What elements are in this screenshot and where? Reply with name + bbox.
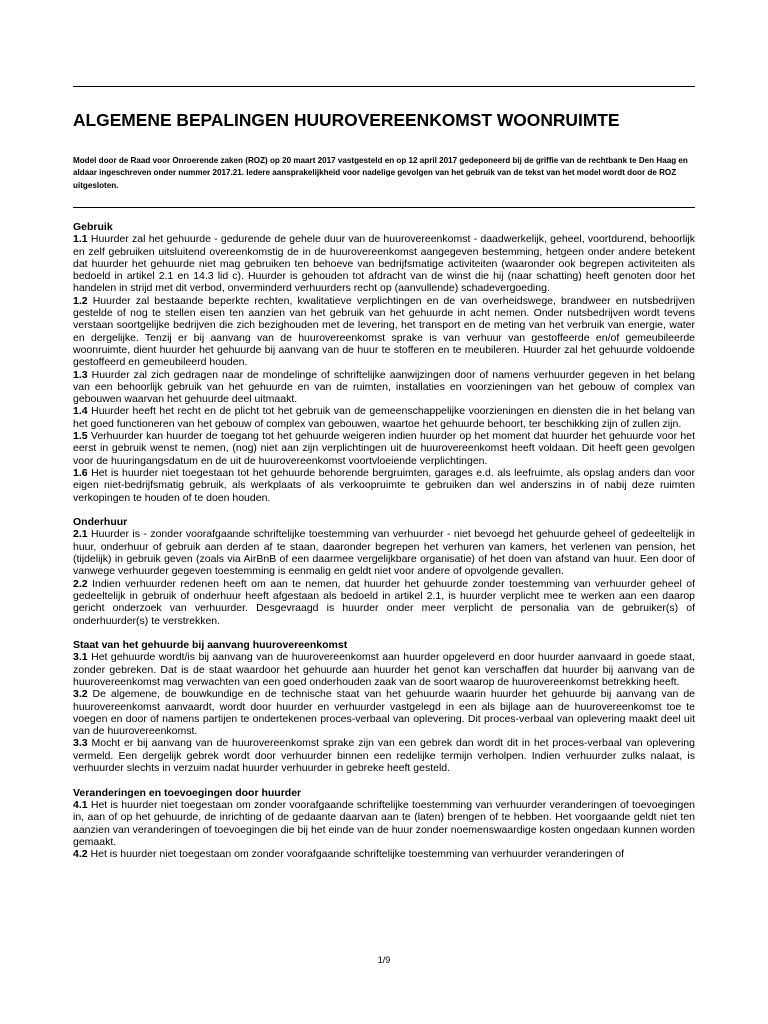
section-veranderingen bbox=[73, 787, 695, 861]
article-number: 4.1 bbox=[73, 798, 88, 811]
section-staat bbox=[73, 639, 695, 774]
article-1-3 bbox=[73, 369, 695, 406]
article-text: De algemene, de bouwkundige en de technische staat van het gehuurde waarin huurder het gehuurde bij aanvang van de huurovereenkomst aanvaardt, wordt door huurder en verhuurder vastgelegd in een als bijlage aan de huurovereenkomst toe te voegen en door of namens partijen te ondertekenen proces-verbaal van oplevering. Dit proces-verbaal van oplevering maakt deel uit van de huurovereenkomst. bbox=[73, 688, 695, 738]
top-divider bbox=[73, 86, 695, 87]
article-number: 1.6 bbox=[73, 466, 88, 479]
article-number: 1.4 bbox=[73, 405, 88, 418]
article-number: 2.1 bbox=[73, 528, 88, 541]
section-heading: Veranderingen en toevoegingen door huurder bbox=[73, 786, 302, 799]
article-1-4 bbox=[73, 405, 695, 430]
article-1-6 bbox=[73, 467, 695, 504]
article-number: 2.2 bbox=[73, 577, 88, 590]
article-text: Huurder zal bestaande beperkte rechten, kwalitatieve verplichtingen en de van overheidswege, brandweer en nutsbedrijven gestelde of nog te stellen eisen ten aanzien van het gebruik van het gehuurde in acht nemen. Onder nutsbedrijven wordt tevens verstaan soortgelijke bedrijven die zich bezighouden met de levering, het transport en de meting van het verbruik van energie, water en dergelijke. Tenzij er bij aanvang van de huurovereenkomst sprake is van verhuur van gestoffeerde en/of gemeubileerde woonruimte, dient huurder het gehuurde bij aanvang van de huur te stofferen en te meubileren. Huurder zal het gehuurde voldoende gestoffeerd en gemeubileerd houden. bbox=[73, 294, 695, 369]
article-text: Huurder zal het gehuurde - gedurende de gehele duur van de huurovereenkomst - daadwerkelijk, geheel, voortdurend, behoorlijk en zelf gebruiken uitsluitend overeenkomstig de in de huurovereenkomst aangegeven bestemming, hetgeen onder andere betekent dat huurder het gehuurde niet mag gebruiken ten behoeve van bedrijfsmatige activiteiten (waaronder ook begrepen activiteiten als bedoeld in artikel 2.1 en 14.3 lid c). Huurder is gehouden tot afdracht van de winst die hij (naar schatting) heeft genoten door het handelen in strijd met dit verbod, onverminderd verhuurders recht op (aanvullende) schadevergoeding. bbox=[73, 233, 695, 295]
page-number: 1/9 bbox=[377, 955, 391, 965]
article-text: Indien verhuurder redenen heeft om aan te nemen, dat huurder het gehuurde zonder toestemming van verhuurder geheel of gedeeltelijk in gebruik of onderhuur heeft afgestaan als bedoeld in artikel 2.1, is huurder verplicht mee te werken aan een daarop gericht onderzoek van verhuurder. Desgevraagd is huurder onder meer verplicht de personalia van de gebruiker(s) of onderhuurder(s) te verstrekken. bbox=[73, 577, 696, 627]
article-text: Mocht er bij aanvang van de huurovereenkomst sprake zijn van een gebrek dan wordt dit in het proces-verbaal van oplevering vermeld. Een dergelijk gebrek wordt door verhuurder binnen een redelijke termijn verholpen. Indien verhuurder zulks nalaat, is verhuurder slechts in verzuim nadat huurder verhuurder in gebreke heeft gesteld. bbox=[73, 737, 695, 775]
article-text: Het is huurder niet toegestaan tot het gehuurde behorende bergruimten, garages e.d. als leefruimte, als opslag anders dan voor eigen niet-bedrijfsmatig gebruik, als werkplaats of als verkoopruimte te gebruiken dan wel anderszins in of nabij deze ruimten verkopingen te houden of te doen houden. bbox=[73, 466, 695, 504]
article-number: 1.3 bbox=[73, 368, 88, 381]
article-3-3 bbox=[73, 737, 695, 774]
article-text: Het gehuurde wordt/is bij aanvang van de huurovereenkomst aan huurder opgeleverd en door huurder aanvaard in goede staat, zonder gebreken. Dat is de staat waardoor het gehuurde aan huurder het genot kan verschaffen dat huurder bij aanvang van de huurovereenkomst mag verwachten van een goed onderhouden zaak van de soort waarop de huurovereenkomst betrekking heeft. bbox=[73, 651, 696, 688]
article-2-2 bbox=[73, 578, 695, 627]
disclaimer-text: Model door de Raad voor Onroerende zaken (ROZ) op 20 maart 2017 vastgesteld en op 12 april 2017 gedeponeerd bij de griffie van de rechtbank te Den Haag en aldaar ingeschreven onder nummer 2017.21. Iedere aansprakelijkheid voor nadelige gevolgen van het gebruik van de tekst van het model wordt door de ROZ uitgesloten. bbox=[73, 156, 688, 190]
article-3-2 bbox=[73, 688, 695, 737]
article-1-2 bbox=[73, 295, 695, 369]
document-body bbox=[73, 221, 695, 873]
article-2-1 bbox=[73, 528, 695, 577]
article-text: Verhuurder kan huurder de toegang tot het gehuurde weigeren indien huurder op het moment dat huurder het gehuurde voor het eerst in gebruik wenst te nemen, (nog) niet aan zijn verplichtingen uit de huurovereenkomst heeft voldaan. Dit heeft geen gevolgen voor de huuringangsdatum en de uit de huurovereenkomst voortvloeiende verplichtingen. bbox=[73, 430, 695, 467]
article-text: Huurder is - zonder voorafgaande schriftelijke toestemming van verhuurder - niet bevoegd het gehuurde geheel of gedeeltelijk in huur, onderhuur of gebruik aan derden af te staan, daaronder begrepen het verhuren van kamers, het verlenen van pension, het (tijdelijk) in gebruik geven (zoals via AirBnB of een daarmee vergelijkbare organisatie) of het doen van afstand van huur. Een door of vanwege verhuurder gegeven toestemming is eenmalig en geldt niet voor andere of opvolgende gevallen. bbox=[73, 528, 696, 578]
article-number: 4.2 bbox=[73, 848, 88, 861]
article-number: 3.1 bbox=[73, 651, 88, 664]
article-number: 1.5 bbox=[73, 430, 88, 443]
article-number: 3.3 bbox=[73, 737, 88, 750]
section-gebruik bbox=[73, 221, 695, 504]
section-heading: Gebruik bbox=[73, 221, 113, 233]
article-text: Het is huurder niet toegestaan om zonder voorafgaande schriftelijke toestemming van verhuurder veranderingen of bbox=[90, 848, 625, 861]
section-heading: Staat van het gehuurde bij aanvang huurovereenkomst bbox=[73, 639, 348, 652]
section-heading: Onderhuur bbox=[73, 516, 128, 529]
article-1-5 bbox=[73, 430, 695, 467]
header-divider bbox=[73, 207, 695, 208]
article-text: Huurder zal zich gedragen naar de mondelinge of schriftelijke aanwijzingen door of namens verhuurder gegeven in het belang van een behoorlijk gebruik van het gehuurde en van de ruimten, installaties en voorzieningen van het gebouw of complex van gebouwen waarvan het gehuurde deel uitmaakt. bbox=[73, 368, 695, 406]
article-number: 1.2 bbox=[73, 294, 88, 307]
article-text: Het is huurder niet toegestaan om zonder voorafgaande schriftelijke toestemming van verhuurder veranderingen of toevoegingen in, aan of op het gehuurde, de inrichting of de gedaante daarvan aan te (laten) brengen of te hebben. Het voorgaande geldt niet ten aanzien van veranderingen of toevoegingen die bij het einde van de huur zonder noemenswaardige kosten ongedaan kunnen worden gemaakt. bbox=[73, 798, 696, 848]
article-4-2 bbox=[73, 848, 695, 860]
article-number: 1.1 bbox=[73, 233, 88, 246]
article-4-1 bbox=[73, 799, 695, 848]
article-3-1 bbox=[73, 651, 695, 688]
document-title: ALGEMENE BEPALINGEN HUUROVEREENKOMST WOONRUIMTE bbox=[73, 110, 620, 130]
section-onderhuur bbox=[73, 516, 695, 627]
article-number: 3.2 bbox=[73, 688, 88, 701]
article-1-1 bbox=[73, 233, 695, 294]
article-text: Huurder heeft het recht en de plicht tot het gebruik van de gemeenschappelijke voorzieningen en diensten die in het belang van het goed functioneren van het gebouw of complex van gebouwen, waartoe het gehuurde behoort, ter beschikking zijn of zullen zijn. bbox=[73, 405, 695, 430]
